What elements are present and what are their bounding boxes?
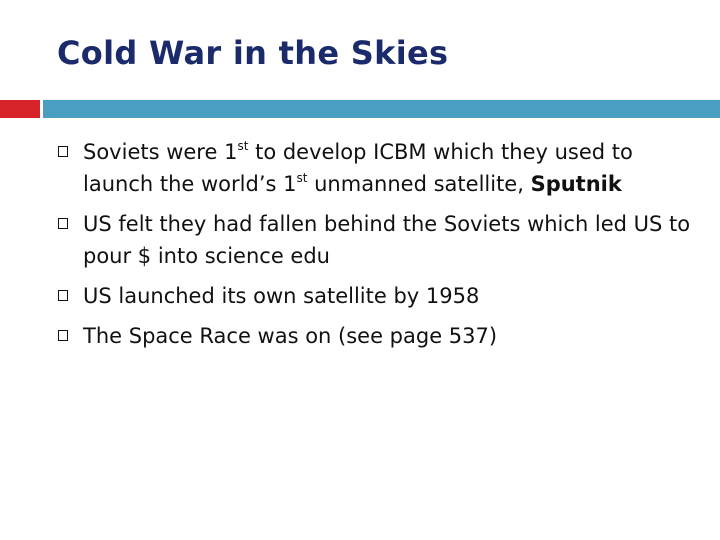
bullet-text-part: to develop ICBM which they used to launch the world’s 1	[83, 140, 633, 196]
square-bullet-icon	[58, 146, 68, 157]
bullet-item	[58, 208, 708, 272]
bullet-item	[58, 280, 708, 312]
bullet-item	[58, 320, 708, 352]
superscript: st	[296, 171, 308, 185]
bullet-list	[58, 136, 708, 360]
bullet-text-part: Soviets were 1	[83, 140, 238, 164]
title-rule	[43, 100, 720, 118]
title-rule-accent	[0, 100, 40, 118]
superscript: st	[237, 139, 249, 153]
square-bullet-icon	[58, 218, 68, 229]
bullet-text-part: unmanned satellite,	[307, 172, 531, 196]
bullet-text: US felt they had fallen behind the Soviets which led US to pour $ into science edu	[83, 212, 691, 268]
bullet-text: US launched its own satellite by 1958	[83, 284, 480, 308]
bullet-text: The Space Race was on (see page 537)	[83, 324, 498, 348]
bullet-emphasis: Sputnik	[530, 172, 622, 196]
bullet-text	[83, 140, 633, 196]
square-bullet-icon	[58, 330, 68, 341]
square-bullet-icon	[58, 290, 68, 301]
bullet-item	[58, 136, 708, 200]
slide-title: Cold War in the Skies	[57, 34, 449, 72]
